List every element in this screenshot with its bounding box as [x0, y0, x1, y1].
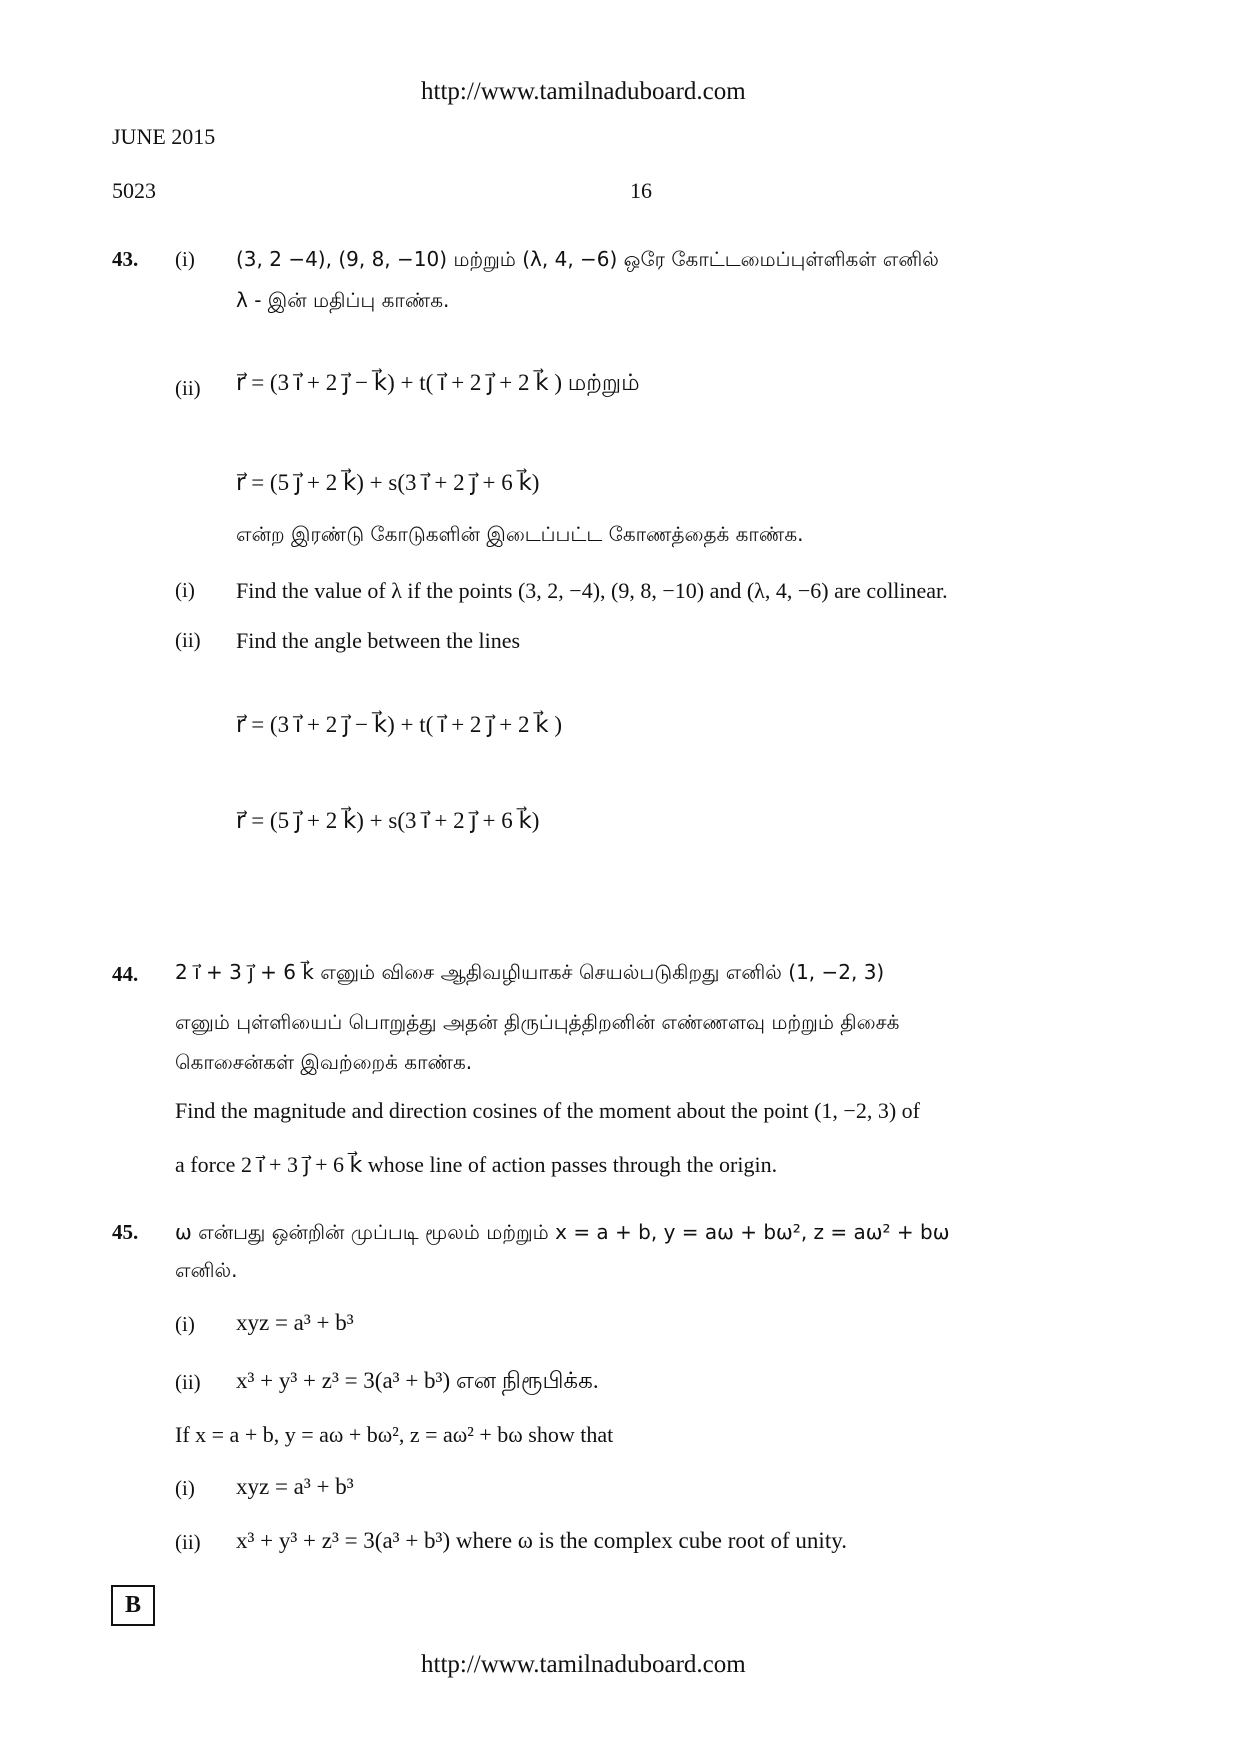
q43-tamil-i-line1: (3, 2 −4), (9, 8, −10) மற்றும் (λ, 4, −6) ஒரே கோட்டமைப்புள்ளிகள் எனில்: [236, 247, 939, 271]
q43-eng-ii-label: (ii): [175, 628, 201, 652]
q45-tamil-line1: ω என்பது ஒன்றின் முப்படி மூலம் மற்றும் x = a + b, y = aω + bω², z = aω² + bω: [175, 1220, 950, 1244]
q44-tamil-line3: கொசைன்கள் இவற்றைக் காண்க.: [175, 1050, 473, 1074]
q45-eng-ii: x³ + y³ + z³ = 3(a³ + b³) where ω is the complex cube root of unity.: [236, 1528, 847, 1553]
q43-tamil-ii-eq2: r⃗ = (5 j⃗ + 2 k⃗) + s(3 i⃗ + 2 j⃗ + 6 k⃗): [236, 470, 540, 495]
q43-eng-i-label: (i): [175, 578, 195, 602]
q45-tamil-line2: எனில்.: [175, 1258, 238, 1282]
page-number: 16: [630, 178, 652, 203]
question-number-44: 44.: [112, 962, 139, 986]
q43-eng-ii: Find the angle between the lines: [236, 628, 521, 653]
q45-eng-i: xyz = a³ + b³: [236, 1474, 354, 1499]
q43-tamil-ii-label: (ii): [175, 376, 201, 400]
footer-url[interactable]: http://www.tamilnaduboard.com: [421, 1651, 746, 1678]
q44-eng-line1: Find the magnitude and direction cosines of the moment about the point (1, −2, 3) of: [175, 1098, 920, 1123]
section-box: B: [111, 1585, 155, 1626]
q45-tamil-ii: x³ + y³ + z³ = 3(a³ + b³) என நிரூபிக்க.: [236, 1368, 599, 1393]
q45-tamil-i: xyz = a³ + b³: [236, 1310, 354, 1335]
exam-date: JUNE 2015: [112, 124, 216, 149]
paper-code: 5023: [112, 178, 156, 203]
q45-eng-ii-label: (ii): [175, 1530, 201, 1554]
q43-tamil-ii-eq1: r⃗ = (3 i⃗ + 2 j⃗ − k⃗) + t( i⃗ + 2 j⃗ + 2 k⃗ ) மற்றும்: [236, 370, 640, 395]
q44-eng-line2: a force 2 i⃗ + 3 j⃗ + 6 k⃗ whose line of action passes through the origin.: [175, 1152, 778, 1177]
q43-eng-eq1: r⃗ = (3 i⃗ + 2 j⃗ − k⃗) + t( i⃗ + 2 j⃗ + 2 k⃗ ): [236, 712, 563, 737]
q45-eng-i-label: (i): [175, 1476, 195, 1500]
question-number-45: 45.: [112, 1220, 139, 1244]
question-number-43: 43.: [112, 247, 139, 271]
q43-tamil-i-label: (i): [175, 247, 195, 271]
q44-tamil-line1: 2 i⃗ + 3 j⃗ + 6 k⃗ எனும் விசை ஆதிவழியாகச் செயல்படுகிறது எனில் (1, −2, 3): [175, 960, 885, 984]
q43-tamil-i-line2: λ - இன் மதிப்பு காண்க.: [236, 288, 450, 312]
q43-eng-i: Find the value of λ if the points (3, 2, −4), (9, 8, −10) and (λ, 4, −6) are collinear.: [236, 578, 948, 603]
q43-eng-eq2: r⃗ = (5 j⃗ + 2 k⃗) + s(3 i⃗ + 2 j⃗ + 6 k⃗): [236, 808, 540, 833]
q44-tamil-line2: எனும் புள்ளியைப் பொறுத்து அதன் திருப்புத்திறனின் எண்ணளவு மற்றும் திசைக்: [175, 1010, 900, 1034]
q45-tamil-i-label: (i): [175, 1312, 195, 1336]
q45-tamil-ii-label: (ii): [175, 1370, 201, 1394]
q45-eng-intro: If x = a + b, y = aω + bω², z = aω² + bω show that: [175, 1422, 614, 1447]
header-url[interactable]: http://www.tamilnaduboard.com: [421, 78, 746, 105]
q43-tamil-ii-text: என்ற இரண்டு கோடுகளின் இடைப்பட்ட கோணத்தைக் காண்க.: [236, 522, 804, 546]
